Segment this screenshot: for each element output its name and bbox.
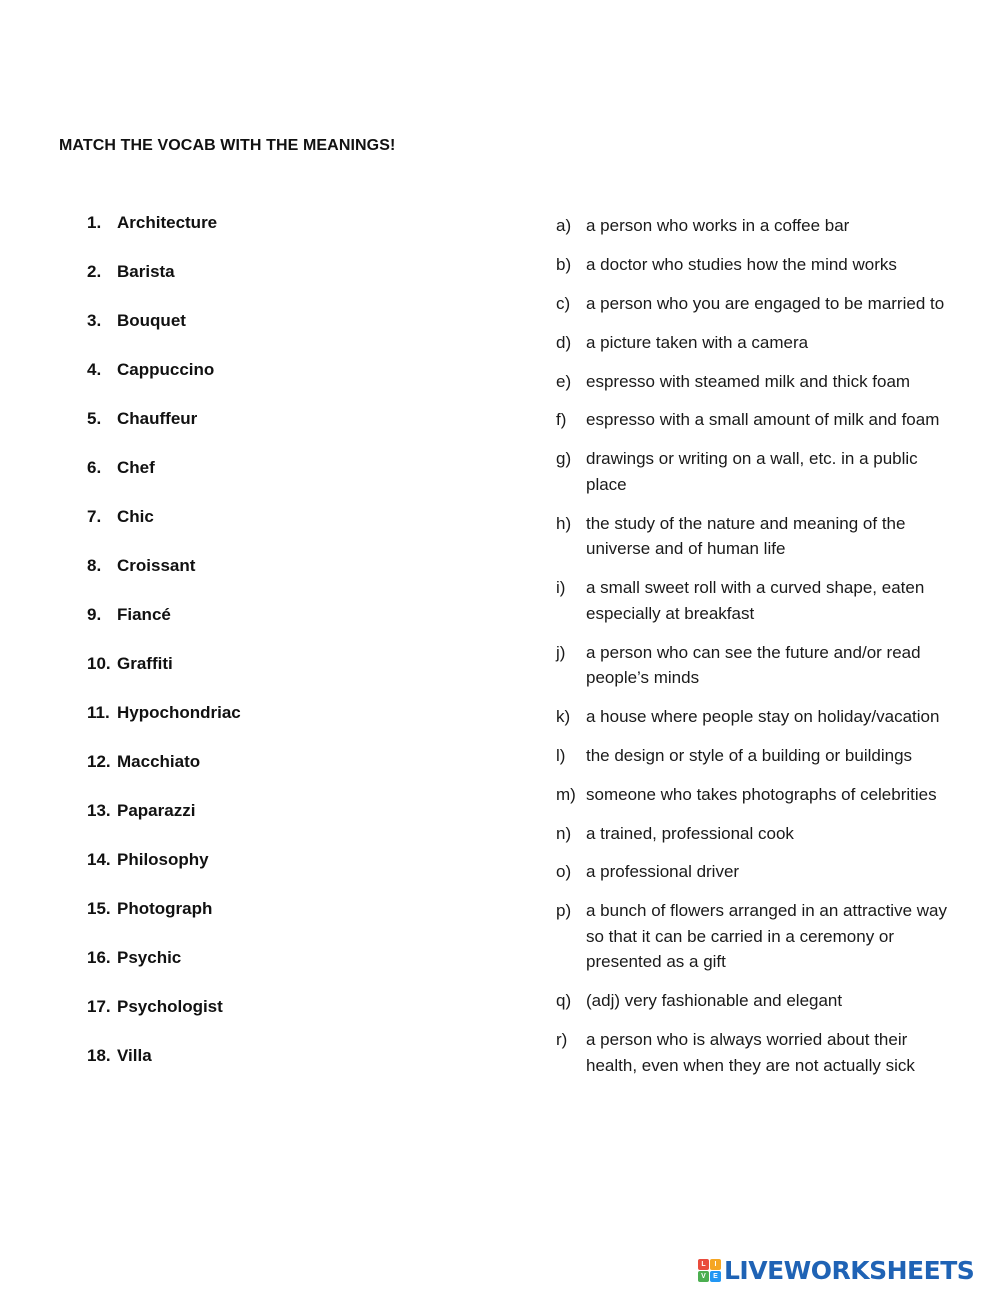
meaning-text: someone who takes photographs of celebrities [586, 784, 937, 804]
vocab-word: Hypochondriac [117, 703, 241, 722]
vocab-item [87, 850, 241, 899]
vocab-item [87, 703, 241, 752]
meaning-letter: b) [556, 254, 572, 274]
meaning-item [556, 291, 956, 317]
vocab-word: Macchiato [117, 752, 201, 771]
vocab-number: 16. [87, 948, 111, 967]
meaning-letter: j) [556, 642, 566, 662]
meaning-item [556, 704, 956, 730]
vocab-number: 15. [87, 899, 111, 918]
vocab-item [87, 801, 241, 850]
meaning-text: a bunch of flowers arranged in an attractive way so that it can be carried in a ceremony or presented as a gift [586, 901, 947, 972]
meaning-text: the study of the nature and meaning of the universe and of human life [586, 513, 906, 559]
liveworksheets-logo[interactable] [698, 1255, 974, 1285]
meaning-item [556, 446, 956, 497]
meaning-letter: o) [556, 862, 572, 882]
meaning-letter: r) [556, 1030, 568, 1050]
meaning-item [556, 252, 956, 278]
meaning-item [556, 898, 956, 975]
vocab-word: Chic [117, 507, 154, 526]
vocab-number: 14. [87, 850, 111, 869]
vocab-item [87, 311, 241, 360]
vocab-item [87, 605, 241, 654]
meaning-item [556, 330, 956, 356]
vocab-item [87, 507, 241, 556]
meaning-item [556, 743, 956, 769]
meaning-text: a person who is always worried about their health, even when they are not actually sick [586, 1030, 915, 1075]
logo-block-l: L [698, 1259, 709, 1270]
vocab-item [87, 654, 241, 703]
vocab-item [87, 997, 241, 1046]
meaning-text: a person who can see the future and/or read people’s minds [586, 642, 921, 688]
meaning-letter: m) [556, 784, 576, 804]
meaning-text: espresso with a small amount of milk and foam [586, 410, 940, 430]
meaning-item [556, 369, 956, 395]
vocab-item [87, 1046, 241, 1095]
vocab-item [87, 360, 241, 409]
vocab-number: 5. [87, 409, 102, 428]
meanings-list [556, 213, 956, 1092]
vocab-number: 13. [87, 801, 111, 820]
meaning-text: (adj) very fashionable and elegant [586, 991, 843, 1011]
logo-icon [698, 1259, 721, 1282]
vocab-item [87, 213, 241, 262]
vocab-number: 6. [87, 458, 102, 477]
meaning-letter: e) [556, 371, 572, 391]
vocab-number: 10. [87, 654, 111, 673]
meaning-item [556, 213, 956, 239]
vocab-word: Cappuccino [117, 360, 215, 379]
meaning-item [556, 407, 956, 433]
vocab-word: Chauffeur [117, 409, 198, 428]
vocab-item [87, 458, 241, 507]
vocab-number: 18. [87, 1046, 111, 1065]
vocab-word: Fiancé [117, 605, 171, 624]
meaning-text: a person who you are engaged to be married to [586, 293, 945, 313]
meaning-letter: p) [556, 901, 572, 921]
meaning-text: a professional driver [586, 862, 740, 882]
vocab-item [87, 899, 241, 948]
meaning-text: a person who works in a coffee bar [586, 216, 850, 235]
vocab-word: Barista [117, 262, 175, 281]
vocab-number: 2. [87, 262, 102, 281]
vocab-word: Croissant [117, 556, 196, 575]
vocab-item [87, 556, 241, 605]
vocab-item [87, 752, 241, 801]
vocab-number: 12. [87, 752, 111, 771]
meaning-letter: c) [556, 293, 571, 313]
vocab-word: Architecture [117, 213, 218, 232]
vocab-word: Bouquet [117, 311, 186, 330]
vocab-item [87, 948, 241, 997]
vocab-number: 3. [87, 311, 102, 330]
logo-text: LIVEWORKSHEETS [724, 1255, 975, 1285]
meaning-letter: a) [556, 216, 572, 235]
vocab-word: Graffiti [117, 654, 173, 673]
vocab-word: Photograph [117, 899, 213, 918]
meaning-letter: n) [556, 823, 572, 843]
vocab-list [87, 213, 241, 1095]
meaning-item [556, 859, 956, 885]
vocab-word: Psychic [117, 948, 182, 967]
vocab-word: Psychologist [117, 997, 223, 1016]
meaning-item [556, 782, 956, 808]
meaning-letter: i) [556, 578, 566, 598]
meaning-item [556, 640, 956, 691]
meaning-item [556, 988, 956, 1014]
vocab-number: 17. [87, 997, 111, 1016]
meaning-letter: d) [556, 332, 572, 352]
meaning-text: the design or style of a building or buildings [586, 745, 913, 765]
vocab-word: Chef [117, 458, 155, 477]
vocab-item [87, 409, 241, 458]
meaning-item [556, 1027, 956, 1078]
meaning-text: a picture taken with a camera [586, 332, 809, 352]
vocab-number: 1. [87, 213, 102, 232]
vocab-number: 4. [87, 360, 102, 379]
vocab-number: 7. [87, 507, 102, 526]
meaning-letter: h) [556, 513, 572, 533]
meaning-text: espresso with steamed milk and thick foam [586, 371, 911, 391]
page-title: MATCH THE VOCAB WITH THE MEANINGS! [59, 137, 396, 154]
meaning-text: drawings or writing on a wall, etc. in a public place [586, 449, 918, 494]
meaning-text: a small sweet roll with a curved shape, eaten especially at breakfast [586, 578, 925, 623]
logo-block-e: E [710, 1271, 721, 1282]
meaning-letter: l) [556, 745, 566, 765]
meaning-text: a doctor who studies how the mind works [586, 254, 897, 274]
vocab-word: Philosophy [117, 850, 209, 869]
vocab-number: 9. [87, 605, 102, 624]
vocab-word: Villa [117, 1046, 152, 1065]
meaning-item [556, 575, 956, 626]
meaning-item [556, 821, 956, 847]
meaning-letter: f) [556, 410, 567, 430]
meaning-item [556, 511, 956, 562]
vocab-number: 11. [87, 703, 110, 722]
meaning-text: a trained, professional cook [586, 823, 794, 843]
vocab-number: 8. [87, 556, 102, 575]
meaning-letter: k) [556, 706, 571, 726]
vocab-item [87, 262, 241, 311]
meaning-text: a house where people stay on holiday/vacation [586, 706, 940, 726]
logo-block-v: V [698, 1271, 709, 1282]
meaning-letter: g) [556, 449, 572, 469]
vocab-word: Paparazzi [117, 801, 196, 820]
logo-block-i: I [710, 1259, 721, 1270]
meaning-letter: q) [556, 991, 572, 1011]
